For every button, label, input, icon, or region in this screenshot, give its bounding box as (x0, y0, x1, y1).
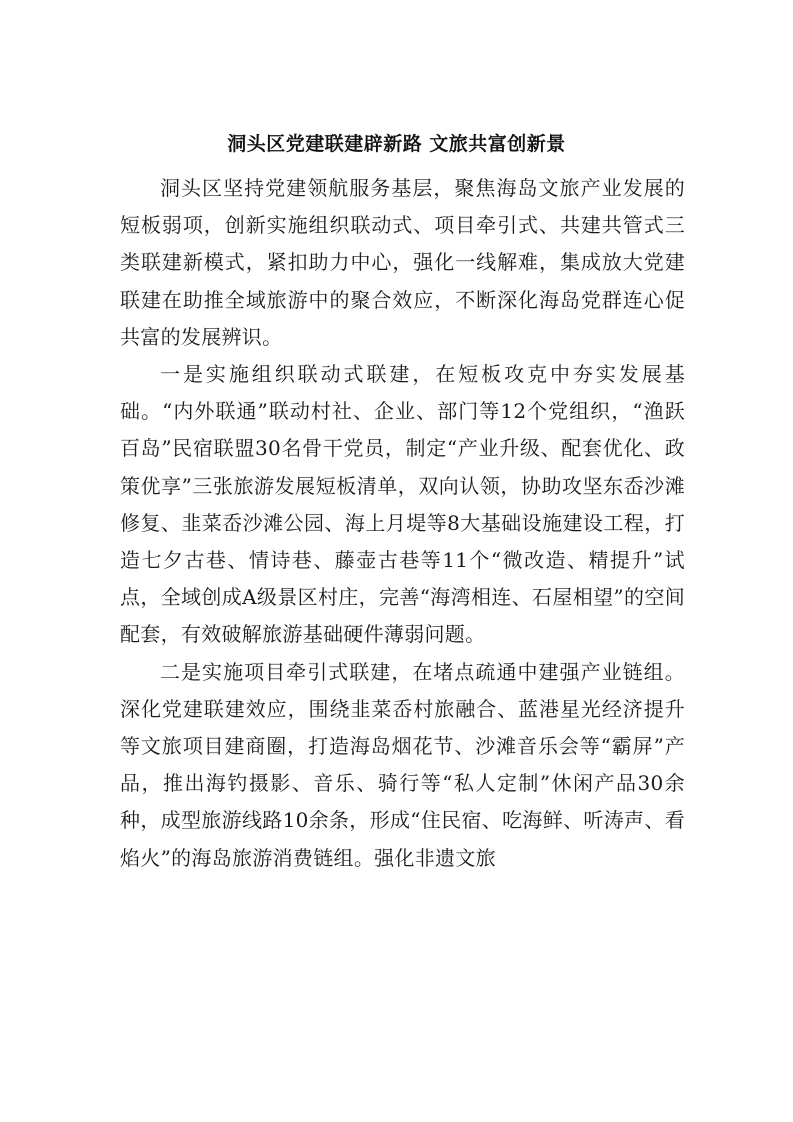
paragraph-intro: 洞头区坚持党建领航服务基层，聚焦海岛文旅产业发展的短板弱项，创新实施组织联动式、项目牵引式、共建共管式三类联建新模式，紧扣助力中心，强化一线解难，集成放大党建联建在助推全域旅游中的聚合效应，不断深化海岛党群连心促共富的发展辨识。 (120, 176, 685, 349)
paragraph-project-traction: 二是实施项目牵引式联建，在堵点疏通中建强产业链组。深化党建联建效应，围绕韭菜岙村旅融合、蓝港星光经济提升等文旅项目建商圈，打造海岛烟花节、沙滩音乐会等“霸屏”产品，推出海钓摄影、音乐、骑行等“私人定制”休闲产品30余种，成型旅游线路10余条，形成“住民宿、吃海鲜、听涛声、看焰火”的海岛旅游消费链组。强化非遗文旅 (120, 659, 685, 870)
document-body (120, 170, 685, 877)
document-title: 洞头区党建联建辟新路 文旅共富创新景 (227, 133, 566, 155)
paragraph-organization-linkage: 一是实施组织联动式联建，在短板攻克中夯实发展基础。“内外联通”联动村社、企业、部门等12个党组织，“渔跃百岛”民宿联盟30名骨干党员，制定“产业升级、配套优化、政策优享”三张旅游发展短板清单，双向认领，协助攻坚东岙沙滩修复、韭菜岙沙滩公园、海上月堤等8大基础设施建设工程，打造七夕古巷、情诗巷、藤壶古巷等11个“微改造、精提升”试点，全域创成A级景区村庄，完善“海湾相连、石屋相望”的空间配套，有效破解旅游基础硬件薄弱问题。 (120, 362, 685, 647)
